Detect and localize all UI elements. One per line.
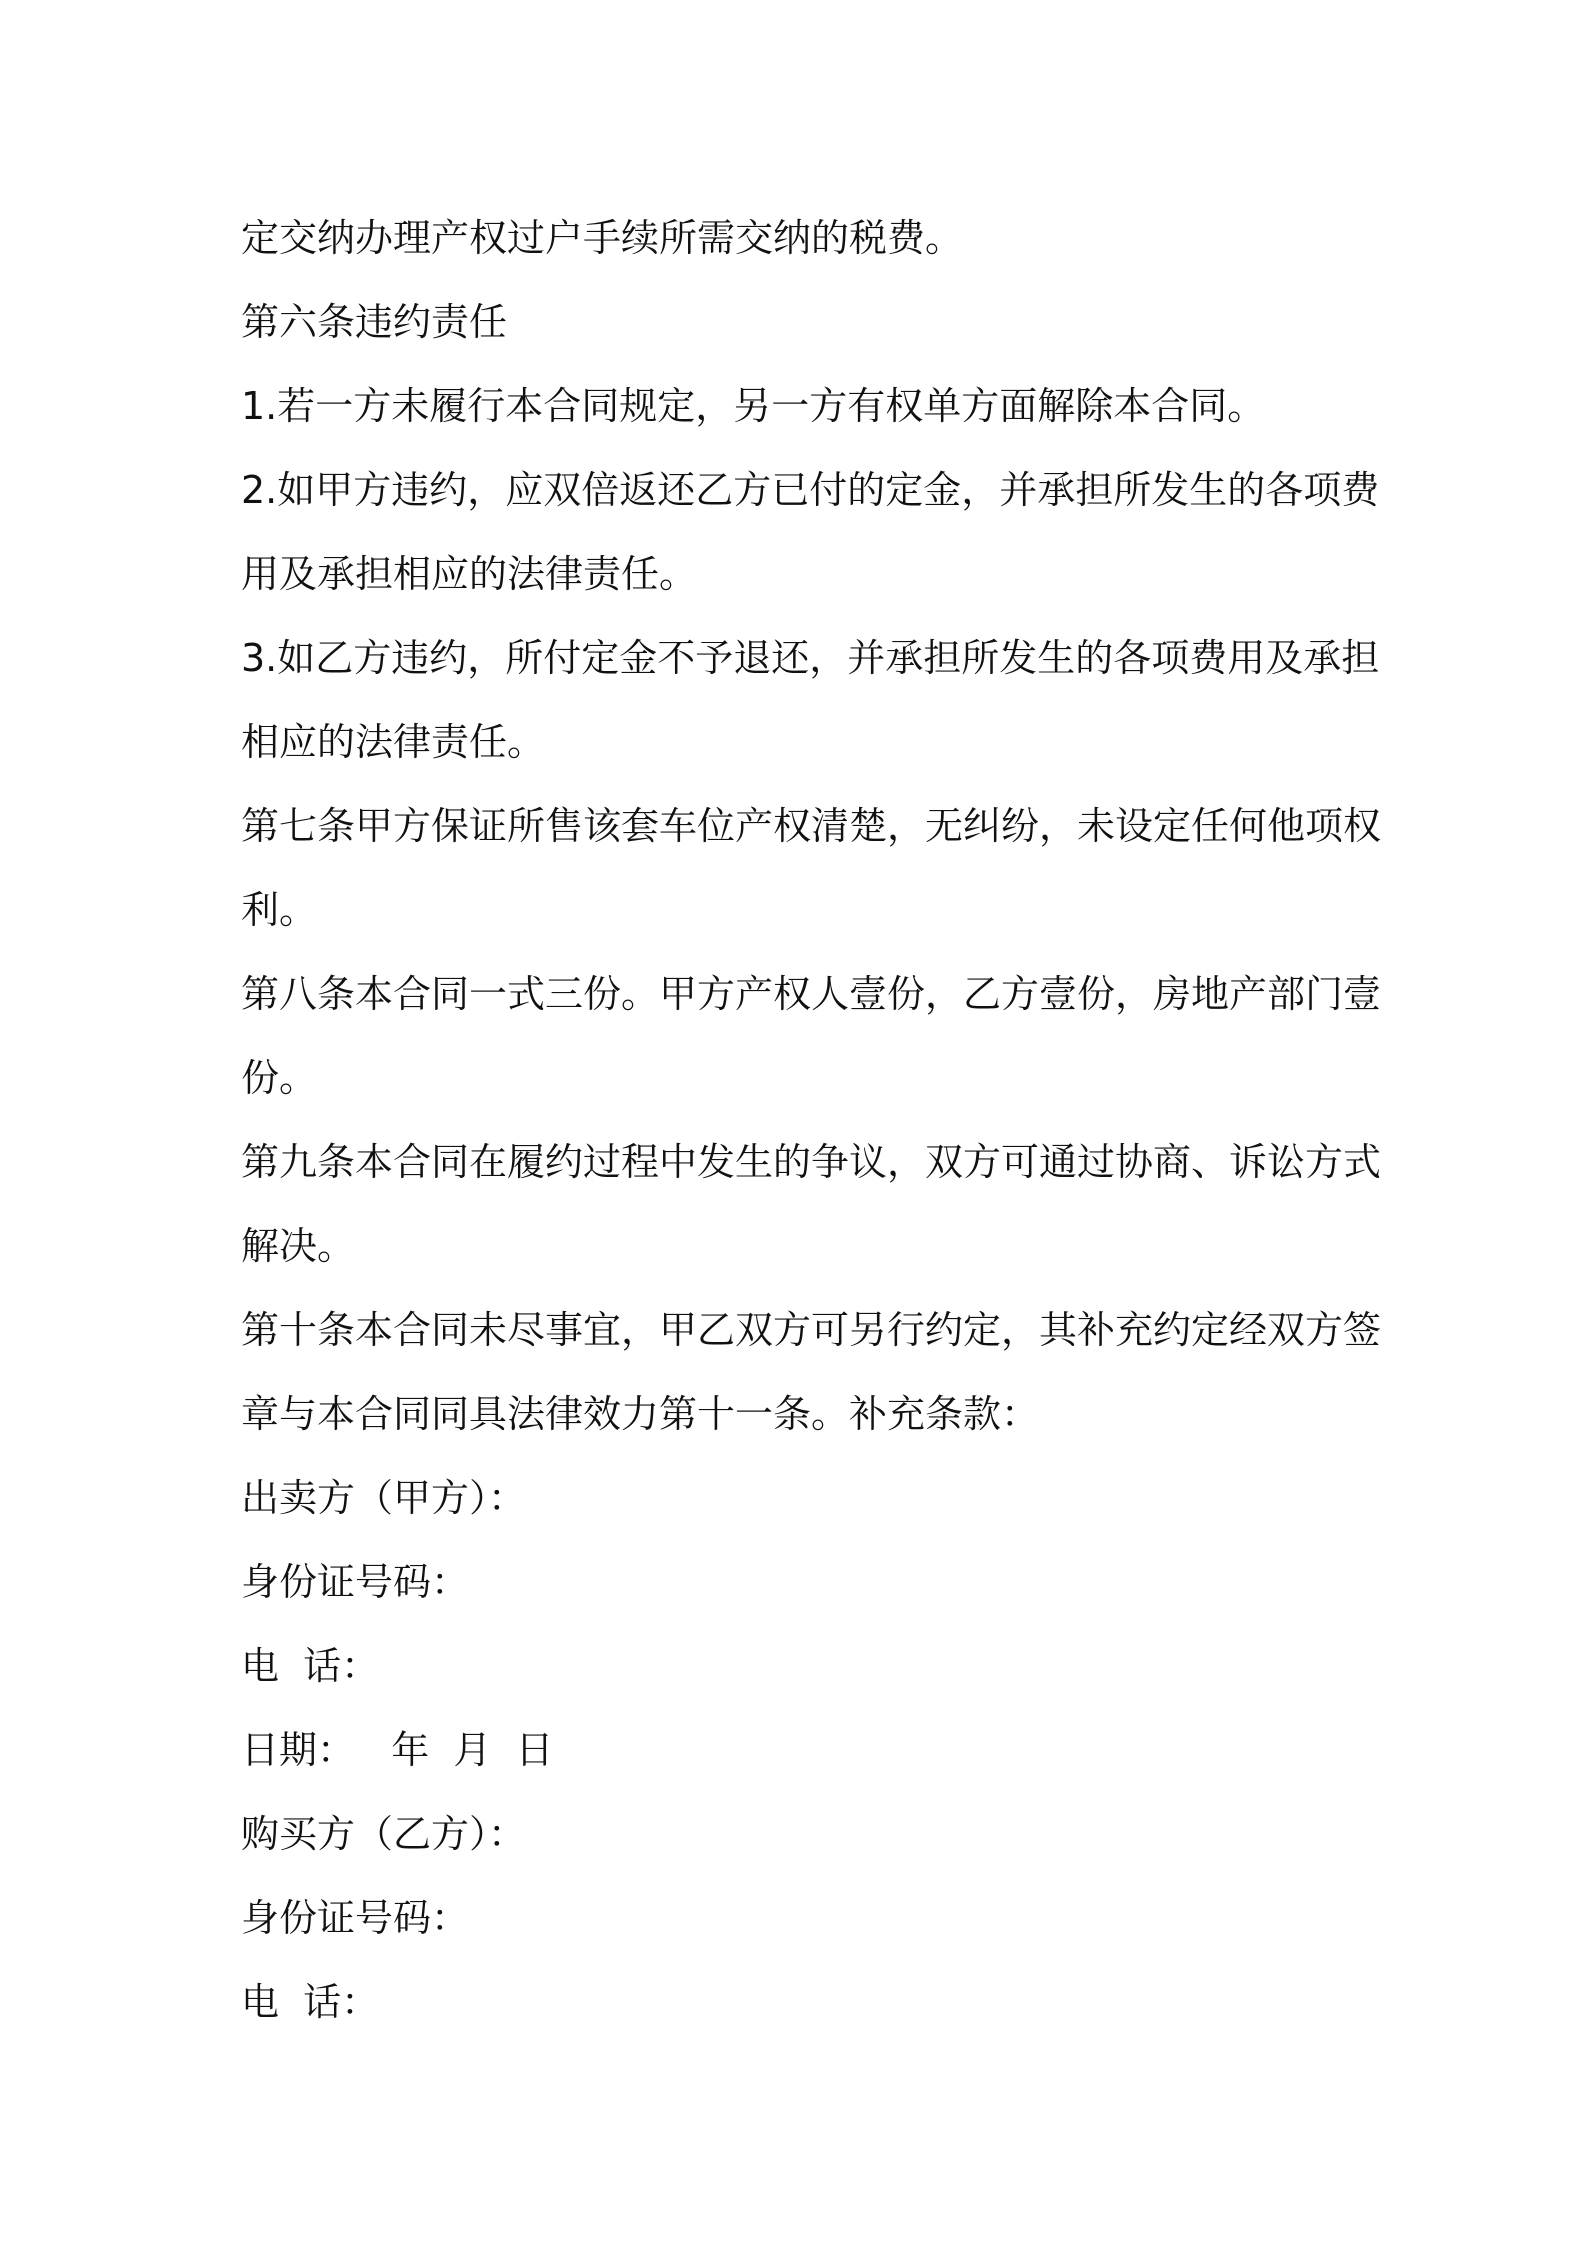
text-line: 第九条本合同在履约过程中发生的争议，双方可通过协商、诉讼方式 (241, 1140, 1382, 1184)
text-line: 2.如甲方违约，应双倍返还乙方已付的定金，并承担所发生的各项费 (241, 468, 1380, 512)
text-line: 利。 (241, 888, 318, 932)
text-line: 相应的法律责任。 (241, 720, 546, 764)
text-line: 定交纳办理产权过户手续所需交纳的税费。 (241, 216, 964, 260)
text-line: 用及承担相应的法律责任。 (241, 552, 698, 596)
text-line: 解决。 (241, 1224, 356, 1268)
seller-label: 出卖方（甲方）： (241, 1476, 527, 1520)
text-line: 3.如乙方违约，所付定金不予退还，并承担所发生的各项费用及承担 (241, 636, 1380, 680)
buyer-phone-label: 电 话： (241, 1980, 380, 2024)
section-heading: 第六条违约责任 (241, 300, 508, 344)
buyer-id-label: 身份证号码： (241, 1896, 470, 1940)
buyer-label: 购买方（乙方）： (241, 1812, 527, 1856)
text-line: 1.若一方未履行本合同规定，另一方有权单方面解除本合同。 (241, 384, 1266, 428)
text-line: 第八条本合同一式三份。甲方产权人壹份，乙方壹份，房地产部门壹 (241, 972, 1382, 1016)
seller-id-label: 身份证号码： (241, 1560, 470, 1604)
text-line: 第七条甲方保证所售该套车位产权清楚，无纠纷，未设定任何他项权 (241, 804, 1382, 848)
text-line: 第十条本合同未尽事宜，甲乙双方可另行约定，其补充约定经双方签 (241, 1308, 1382, 1352)
document-body (241, 196, 1382, 2044)
seller-phone-label: 电 话： (241, 1644, 380, 1688)
date-label: 日期： 年 月 日 (241, 1728, 554, 1772)
text-line: 章与本合同同具法律效力第十一条。补充条款： (241, 1392, 1040, 1436)
text-line: 份。 (241, 1056, 318, 1100)
